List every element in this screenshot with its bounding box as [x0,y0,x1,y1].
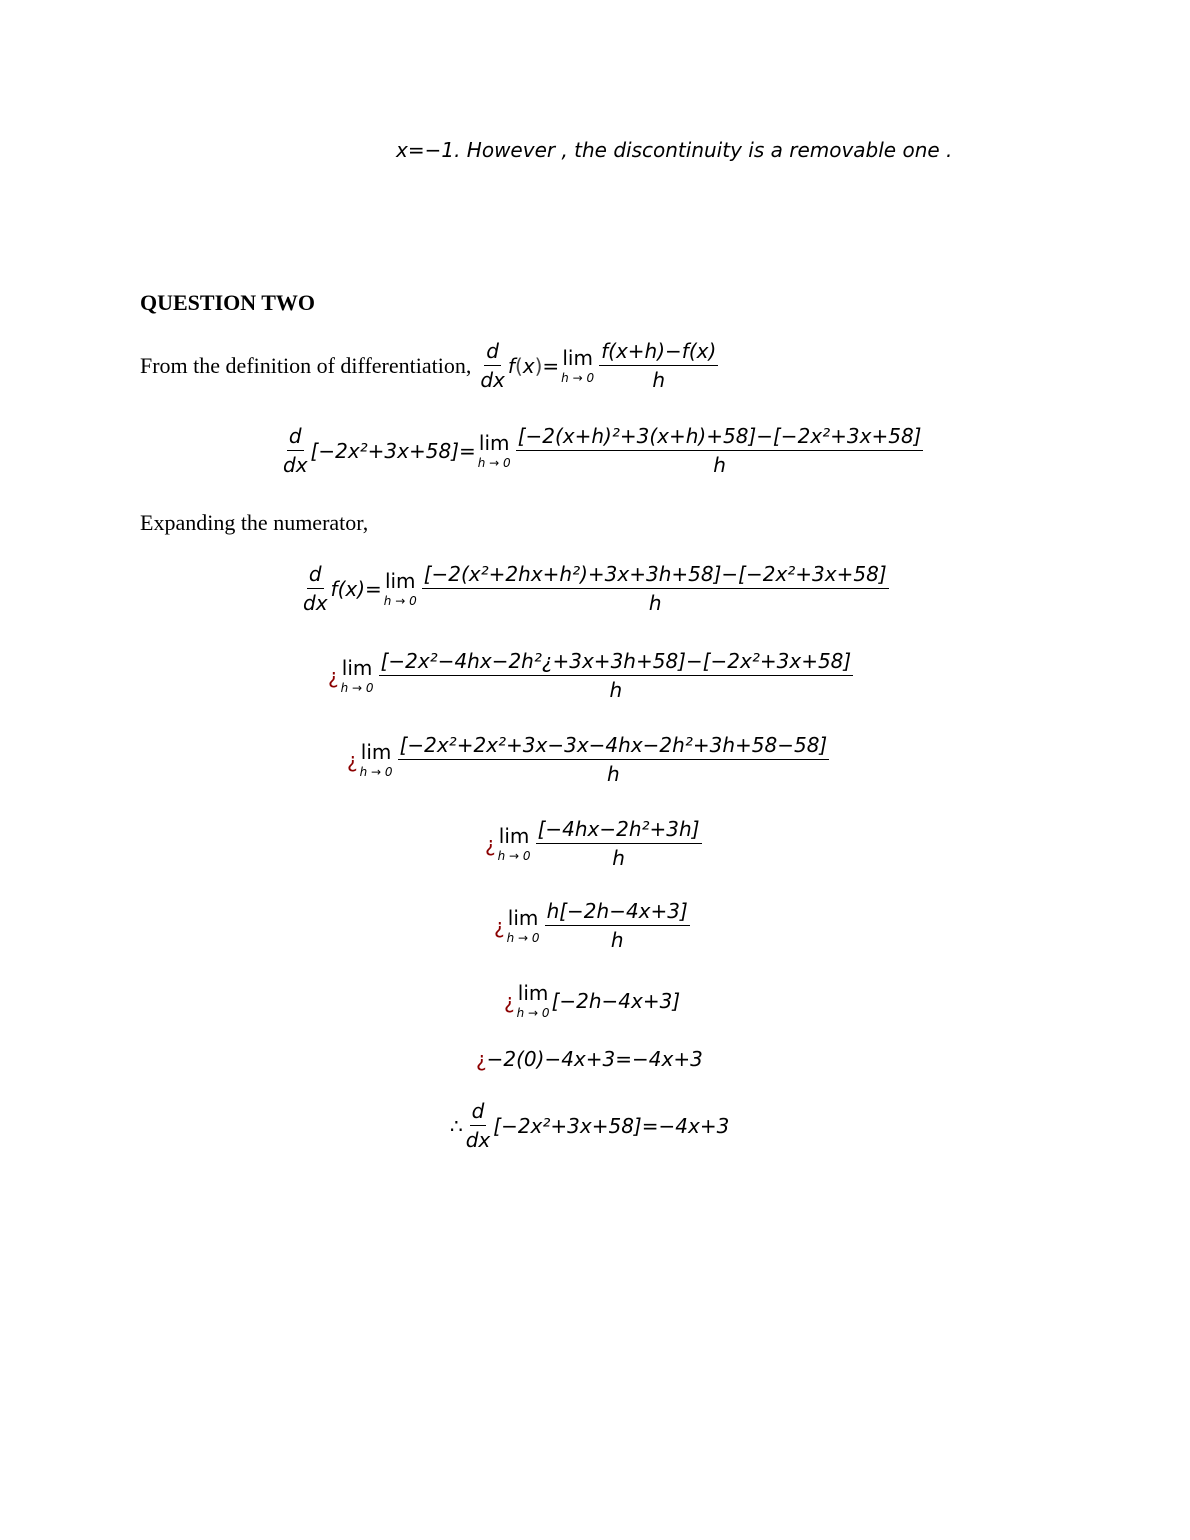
inverted-question-mark: ¿ [476,1047,487,1071]
eq2-numerator: [−2(x²+2hx+h²)+3x+3h+58]−[−2x²+3x+58] [422,563,889,589]
limit-operator [341,657,374,695]
equals: = [542,354,560,378]
eq3-numerator: [−2x²−4hx−2h²¿+3x+3h+58]−[−2x²+3x+58] [379,650,854,676]
derivative-operator [303,563,328,615]
intro-equation: x=−1 [396,138,455,162]
eq6-numerator: h[−2h−4x+3] [545,900,690,926]
equation-2 [300,563,892,615]
eq8-body: −2(0)−4x+3=−4x+3 [486,1047,703,1071]
eq7-body: [−2h−4x+3] [551,989,681,1013]
limit-operator [517,982,550,1020]
limit-operator [384,570,417,608]
eq4-fraction [398,734,830,786]
equation-4 [347,734,832,786]
definition-numerator: f(x+h)−f(x) [599,340,718,366]
expanding-text: Expanding the numerator, [140,510,369,535]
limit-operator [498,825,531,863]
lim-word: lim [507,906,539,930]
intro-line [396,138,952,162]
inverted-question-mark: ¿ [504,989,515,1013]
dx-symbol: dx [303,591,328,615]
equation-7 [504,982,680,1020]
eq2-lhs: f(x)= [330,577,382,601]
paren: ( [514,354,523,378]
lim-sub: h → 0 [359,765,393,779]
limit-operator [360,741,393,779]
lim-sub: h → 0 [561,371,595,385]
eq9-rhs: −4x+3 [658,1114,730,1138]
equation-1 [280,425,926,477]
lim-sub: h → 0 [506,931,540,945]
denominator-h: h [652,368,666,392]
derivative-operator [466,1100,491,1152]
inverted-question-mark: ¿ [485,832,496,856]
difference-quotient [599,340,718,392]
denominator-h: h [610,928,624,952]
definition-formula [477,340,721,392]
denominator-h: h [609,678,623,702]
lim-sub: h → 0 [497,849,531,863]
eq5-numerator: [−4hx−2h²+3h] [536,818,702,844]
eq3-fraction [379,650,854,702]
eq9-lhs: [−2x²+3x+58]= [493,1114,659,1138]
definition-line [140,340,721,392]
denominator-h: h [612,846,625,870]
inverted-question-mark: ¿ [494,914,505,938]
eq1-lhs: [−2x²+3x+58]= [310,439,476,463]
lim-word: lim [360,740,392,764]
denominator-h: h [713,453,726,477]
limit-operator [507,907,540,945]
denominator-h: h [607,762,620,786]
therefore-symbol: ∴ [450,1114,463,1138]
d-symbol: d [307,563,324,589]
d-symbol: d [287,425,304,451]
intro-rest: . However , the discontinuity is a removable one . [454,138,953,162]
dx-symbol: dx [283,453,308,477]
equation-5 [485,818,705,870]
f-of-x: f [507,354,515,378]
derivative-operator [480,340,505,392]
equation-8 [476,1047,703,1071]
dx-symbol: dx [480,368,505,392]
equation-6 [494,900,693,952]
question-heading: QUESTION TWO [140,290,316,315]
definition-text: From the definition of differentiation, [140,353,472,378]
equation-9 [450,1100,729,1152]
inverted-question-mark: ¿ [347,748,358,772]
lim-sub: h → 0 [340,681,374,695]
d-symbol: d [470,1100,487,1126]
lim-sub: h → 0 [383,594,417,608]
lim-word: lim [384,569,416,593]
lim-word: lim [498,824,530,848]
eq5-fraction [536,818,702,870]
denominator-h: h [648,591,662,615]
d-symbol: d [484,340,501,366]
eq1-fraction [516,425,924,477]
limit-operator [561,347,594,385]
lim-sub: h → 0 [516,1006,550,1020]
derivative-operator [283,425,308,477]
dx-symbol: dx [465,1128,491,1152]
eq4-numerator: [−2x²+2x²+3x−3x−4hx−2h²+3h+58−58] [398,734,830,760]
eq1-numerator: [−2(x+h)²+3(x+h)+58]−[−2x²+3x+58] [516,425,924,451]
var-x: x [522,354,535,378]
lim-word: lim [341,656,373,680]
eq2-fraction [422,563,889,615]
paren: ) [534,354,543,378]
limit-operator [478,432,511,470]
lim-sub: h → 0 [477,456,511,470]
lim-word: lim [478,431,510,455]
inverted-question-mark: ¿ [328,664,339,688]
equation-3 [328,650,856,702]
lim-word: lim [517,981,549,1005]
lim-word: lim [562,346,593,370]
eq6-fraction [545,900,690,952]
